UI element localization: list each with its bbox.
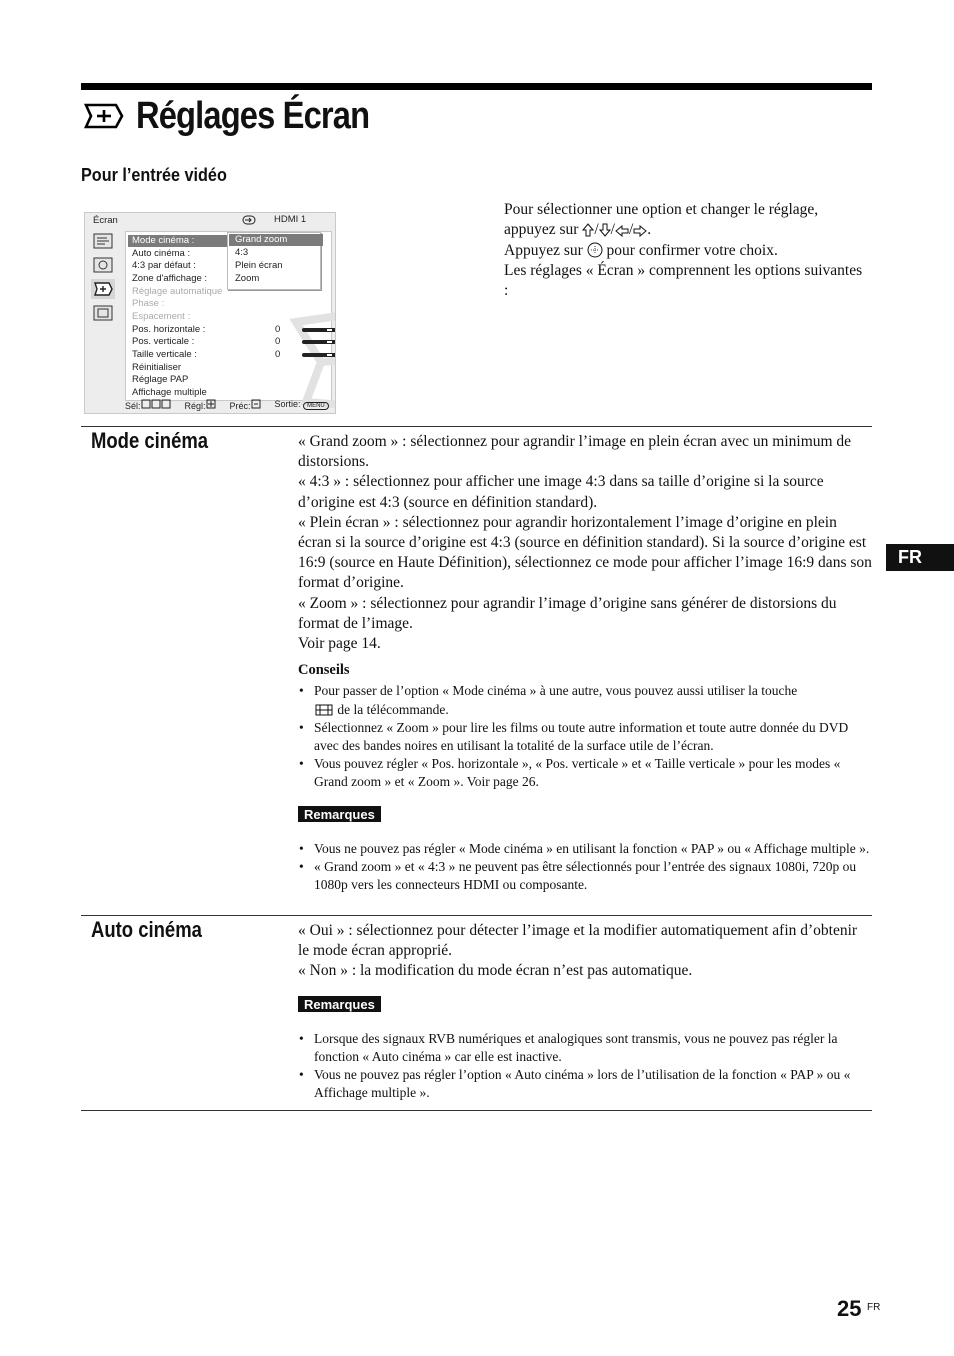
remarks-heading (298, 995, 872, 1015)
menu-item[interactable]: 4:3 par défaut : (132, 260, 196, 271)
menu-key-badge: MENU (303, 402, 329, 410)
remark-item: • « Grand zoom » et « 4:3 » ne peuvent pas être sélectionnés pour l’entrée des signaux 1080i, 720p ou 1080p vers les connecteurs HDMI ou composante. (298, 858, 872, 894)
menu-item[interactable]: Affichage multiple (132, 387, 207, 398)
remarks-badge: Remarques (298, 996, 381, 1012)
tip-item: • Vous pouvez régler « Pos. horizontale », « Pos. verticale » et « Taille verticale » pour les modes « Grand zoom » et « Zoom ». Voir page 26. (298, 755, 872, 791)
screen-menu-icon (91, 279, 115, 299)
sound-icon (91, 255, 115, 275)
ok-button-icon (587, 242, 603, 258)
section-title: Auto cinéma (91, 917, 202, 942)
menu-item-disabled: Phase : (132, 298, 165, 309)
tip-item: • Sélectionnez « Zoom » pour lire les films ou toute autre information et toute autre donnée du DVD avec des bandes noires en utilisant la totalité de la surface utile de l’écran. (298, 719, 872, 755)
submenu-option-selected[interactable]: Grand zoom (229, 234, 323, 246)
paragraph: « Plein écran » : sélectionnez pour agrandir horizontalement l’image d’origine en plein écran si la source d’origine est 4:3 (source en définition standard). Si la source d’origine est 16:9 (source en Haute Définition), sélectionnez ce mode pour afficher l’image 16:9 dans son format d’origine. (298, 513, 872, 592)
arrow-right-icon (633, 225, 647, 237)
footer-back (230, 399, 261, 411)
arrow-down-icon (599, 223, 611, 237)
remark-item: • Lorsque des signaux RVB numériques et analogiques sont transmis, vous ne pouvez pas régler la fonction « Auto cinéma » car elle est inactive. (298, 1030, 872, 1066)
wide-mode-icon (314, 703, 334, 717)
menu-item[interactable]: Mode cinéma : (132, 235, 195, 246)
menu-item[interactable]: Zone d'affichage : (132, 273, 208, 284)
menu-item-disabled: Réglage automatique (132, 286, 223, 297)
intro-line-prefix: Appuyez sur (504, 241, 583, 259)
menu-item[interactable]: Pos. verticale : (132, 336, 195, 347)
menu-footer (125, 399, 329, 411)
menu-item[interactable]: Réinitialiser (132, 362, 182, 373)
h-position-slider[interactable] (302, 328, 336, 332)
arrow-up-icon (582, 223, 594, 237)
menu-header-input (242, 214, 306, 225)
section-divider (81, 915, 872, 916)
submenu-option[interactable]: 4:3 (235, 247, 249, 258)
paragraph: « Grand zoom » : sélectionnez pour agrandir l’image en plein écran avec un minimum de distorsions. (298, 433, 852, 471)
mode-cinema-body (298, 432, 872, 894)
menu-value: 0 (275, 336, 281, 347)
v-size-slider[interactable] (302, 353, 336, 357)
menu-item[interactable]: Réglage PAP (132, 374, 189, 385)
picture-icon (91, 231, 115, 251)
mode-submenu (227, 232, 321, 290)
menu-input-name: HDMI 1 (274, 214, 307, 225)
menu-item[interactable]: Auto cinéma : (132, 248, 191, 259)
menu-sidebar (91, 231, 119, 323)
title-rule (81, 83, 872, 90)
input-icon (242, 215, 256, 225)
paragraph: « 4:3 » : sélectionnez pour afficher une image 4:3 dans sa taille d’origine si la source d’origine est 4:3 (source en définition standard). (298, 473, 824, 511)
arrow-left-icon (615, 225, 629, 237)
footer-adjust (185, 399, 216, 411)
setup-icon (91, 303, 115, 323)
intro-line: Les réglages « Écran » comprennent les options suivantes : (504, 261, 863, 300)
remarks-heading (298, 805, 872, 825)
paragraph: Voir page 14. (298, 635, 381, 653)
footer-exit (275, 399, 329, 411)
menu-item[interactable]: Pos. horizontale : (132, 324, 206, 335)
tip-text: Pour passer de l’option « Mode cinéma » à une autre, vous pouvez aussi utiliser la touche (314, 683, 798, 699)
submenu-option[interactable]: Plein écran (235, 260, 283, 271)
page-header (82, 92, 407, 140)
ok-icon (206, 399, 216, 409)
tips-heading: Conseils (298, 662, 350, 679)
screen-settings-icon (82, 101, 126, 131)
intro-line-suffix: pour confirmer votre choix. (606, 241, 778, 259)
footer-adjust-label: Régl: (184, 401, 206, 411)
remark-item: • Vous ne pouvez pas régler « Mode cinéma » en utilisant la fonction « PAP » ou « Affichage multiple ». (298, 840, 872, 858)
paragraph: « Oui » : sélectionnez pour détecter l’image et la modifier automatiquement afin d’obtenir le mode écran approprié. (298, 922, 858, 960)
page-number: 25 (837, 1296, 862, 1321)
footer-select (125, 399, 171, 411)
section-divider (81, 1110, 872, 1111)
intro-line (504, 241, 866, 261)
tip-text: de la télécommande. (337, 701, 449, 717)
intro-line: Pour sélectionner une option et changer le réglage, (504, 201, 819, 218)
section-subtitle: Pour l’entrée vidéo (81, 165, 227, 185)
intro-line: appuyez sur / / / . (504, 221, 652, 239)
page-title: Réglages Écran (136, 94, 370, 137)
remarks-badge: Remarques (298, 806, 381, 822)
footer-back-label: Préc: (229, 401, 251, 411)
intro-line-prefix: appuyez sur (504, 221, 579, 239)
remarks-list (298, 1030, 872, 1103)
back-icon (251, 399, 261, 409)
footer-select-label: Sél: (125, 401, 141, 411)
menu-item[interactable]: Taille verticale : (132, 349, 197, 360)
paragraph: « Zoom » : sélectionnez pour agrandir l’image d’origine sans générer de distorsions du format de l’image. (298, 594, 837, 632)
auto-cinema-body (298, 921, 872, 1103)
menu-header-title: Écran (93, 215, 118, 226)
remark-item: • Vous ne pouvez pas régler l’option « Auto cinéma » lors de l’utilisation de la fonction « PAP » ou « Affichage multiple ». (298, 1066, 872, 1102)
menu-value: 0 (275, 324, 281, 335)
language-tab: FR (886, 544, 954, 571)
paragraph: « Non » : la modification du mode écran n’est pas automatique. (298, 962, 693, 980)
section-divider (81, 426, 872, 427)
section-title: Mode cinéma (91, 428, 209, 453)
tip-item (298, 682, 872, 718)
page-number-suffix: FR (867, 1302, 881, 1313)
v-position-slider[interactable] (302, 340, 336, 344)
footer-exit-label: Sortie: (274, 399, 301, 409)
menu-item-disabled: Espacement : (132, 311, 191, 322)
screen-watermark-icon (286, 302, 336, 412)
submenu-option[interactable]: Zoom (235, 273, 260, 284)
remarks-list (298, 840, 872, 895)
menu-value: 0 (275, 349, 281, 360)
tips-list (298, 682, 872, 791)
up-down-buttons-icon (141, 399, 171, 409)
intro-text (504, 200, 866, 301)
screen-menu-illustration (84, 212, 336, 414)
